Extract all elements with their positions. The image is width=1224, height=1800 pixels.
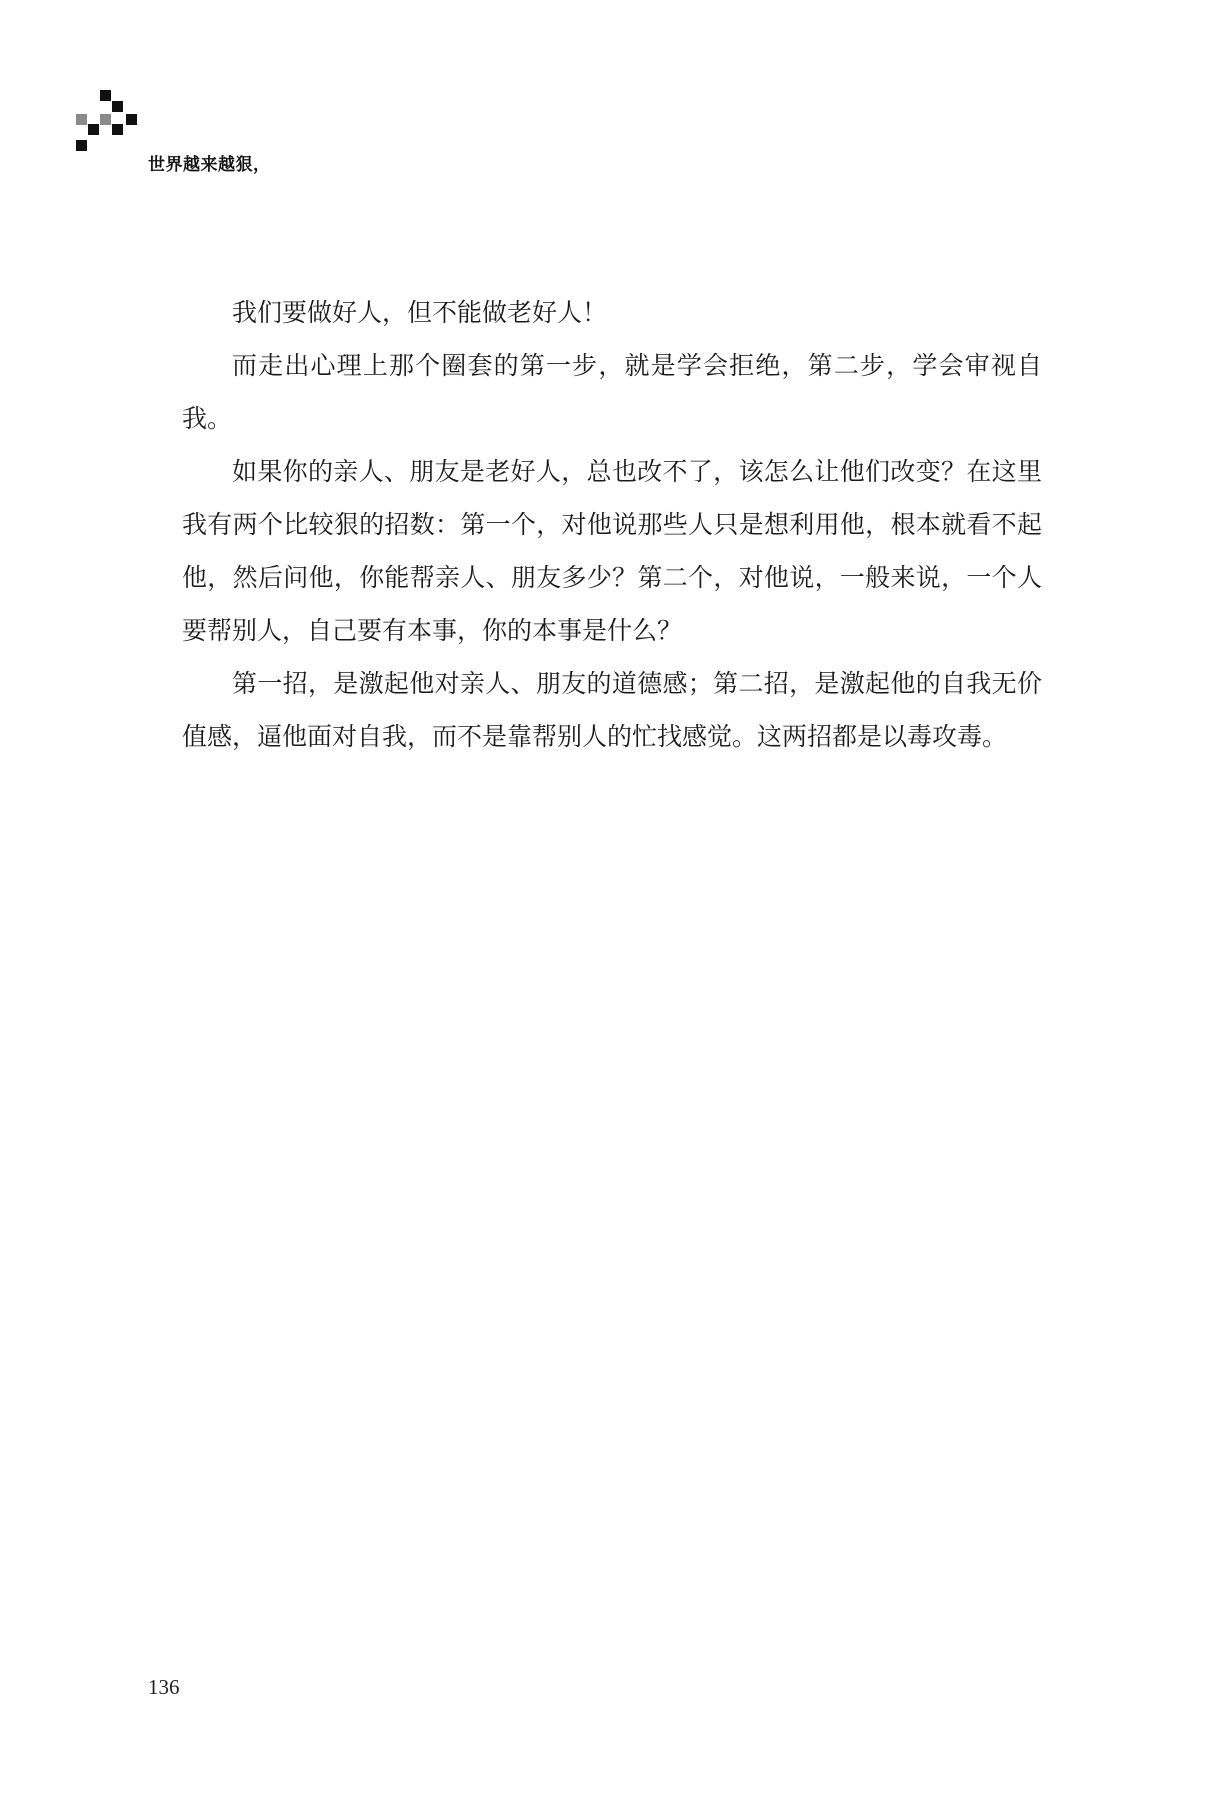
body-text: [182, 286, 1042, 763]
logo-square: [100, 114, 111, 125]
logo-square: [126, 114, 137, 125]
logo-square: [112, 101, 123, 112]
paragraph: 第一招，是激起他对亲人、朋友的道德感；第二招，是激起他的自我无价值感，逼他面对自我，而不是靠帮别人的忙找感觉。这两招都是以毒攻毒。: [182, 669, 1042, 751]
logo-square: [88, 124, 99, 135]
paragraph: 如果你的亲人、朋友是老好人，总也改不了，该怎么让他们改变？在这里我有两个比较狠的招数：第一个，对他说那些人只是想利用他，根本就看不起他，然后问他，你能帮亲人、朋友多少？第二个，对他说，一般来说，一个人要帮别人，自己要有本事，你的本事是什么？: [182, 457, 1042, 645]
logo-square: [100, 90, 111, 101]
page-number: 136: [148, 1675, 180, 1699]
logo-square: [76, 114, 87, 125]
paragraph: 而走出心理上那个圈套的第一步，就是学会拒绝，第二步，学会审视自我。: [182, 351, 1042, 433]
paragraph: 我们要做好人，但不能做老好人！: [232, 298, 608, 327]
logo-square: [76, 140, 87, 151]
logo-square: [112, 124, 123, 135]
running-header-title: 世界越来越狠，: [148, 155, 271, 175]
header-logo-squares: [76, 90, 156, 162]
